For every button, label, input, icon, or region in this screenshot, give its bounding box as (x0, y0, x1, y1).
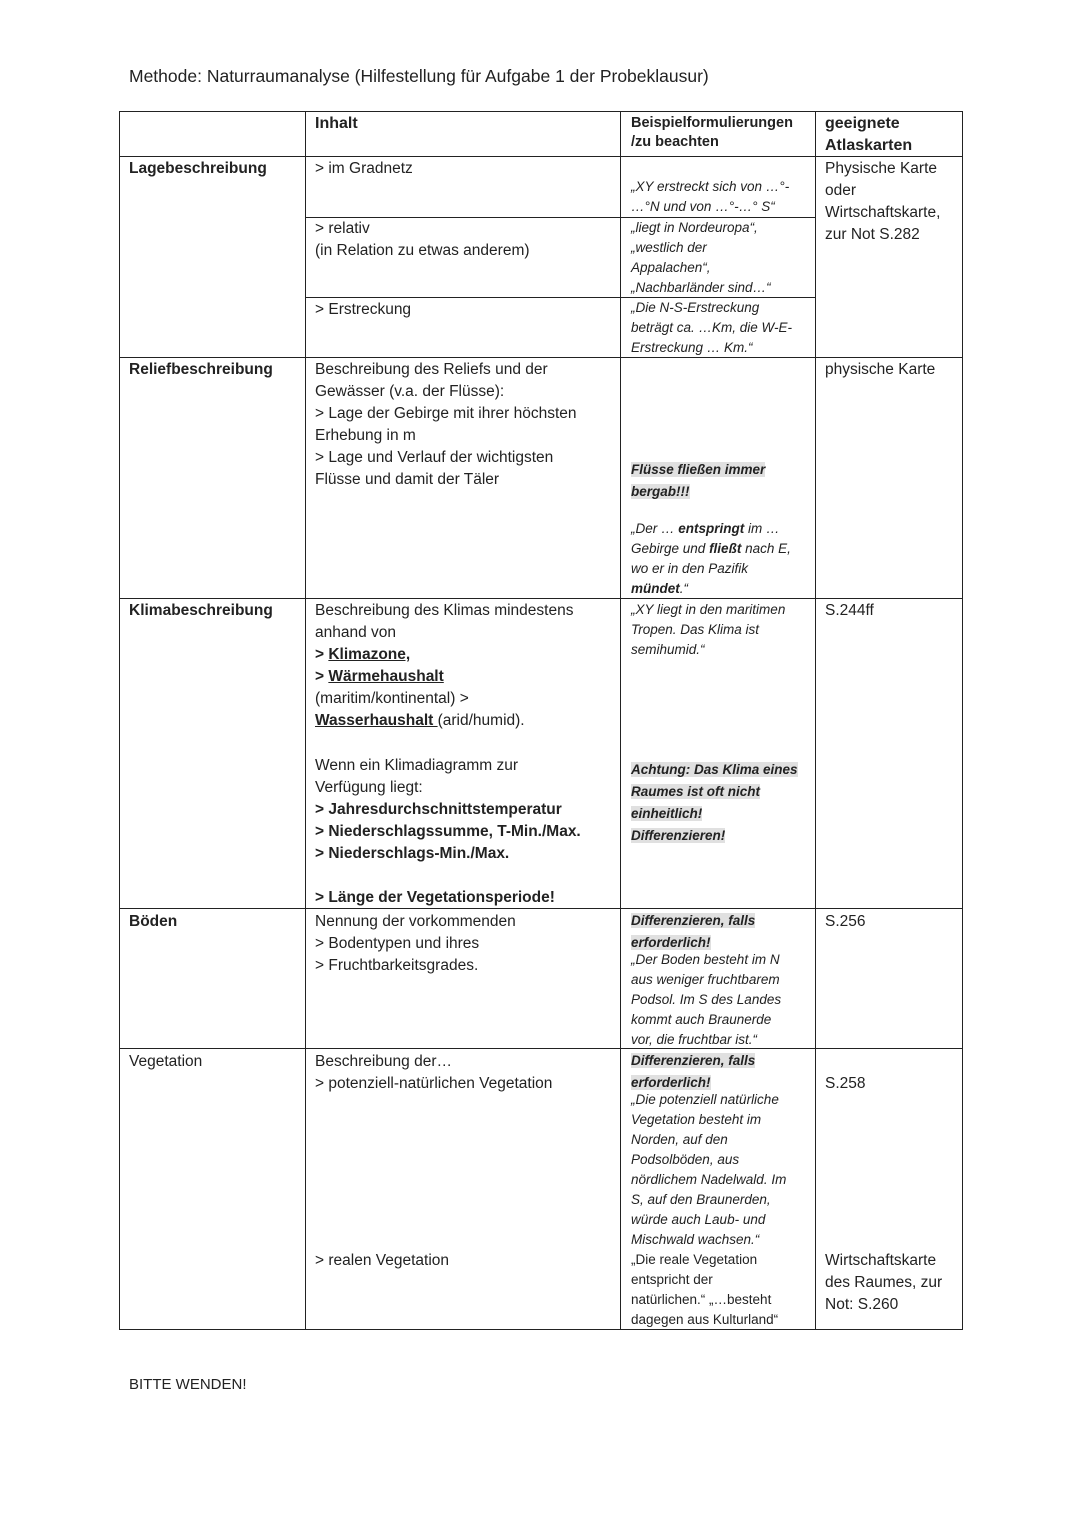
lage-relativ (315, 218, 530, 262)
content-line: > Bodentypen und ihres (315, 935, 480, 952)
header-atlas-line: geeignete (825, 115, 900, 132)
relief-atlas: physische Karte (825, 361, 936, 378)
table-row-divider (119, 1048, 963, 1049)
row-label-boeden: Böden (129, 913, 178, 930)
example-text: .“ (679, 581, 688, 596)
example-line: „XY liegt in den maritimen (631, 602, 786, 617)
content-text: > (315, 668, 329, 685)
atlas-line: Wirtschaftskarte (825, 1252, 937, 1269)
example-line: Tropen. Das Klima ist (631, 622, 760, 637)
keyword-waermehaushalt: Wärmehaushalt (328, 668, 444, 685)
content-line: > relativ (315, 220, 370, 237)
example-emphasis: entspringt (678, 521, 745, 536)
klima-vegetationsperiode: > Länge der Vegetationsperiode! (315, 889, 555, 906)
atlas-line: des Raumes, zur (825, 1274, 943, 1291)
klima-diagramm (315, 755, 581, 865)
header-atlas (825, 113, 912, 157)
example-line: Podsol. Im S des Landes (631, 992, 782, 1007)
content-line: Verfügung liegt: (315, 779, 423, 796)
table-row-divider (119, 357, 963, 358)
highlight-note: erforderlich! (631, 935, 711, 950)
boeden-example (631, 950, 781, 1050)
row-label-relief: Reliefbeschreibung (129, 361, 273, 378)
content-line: Gewässer (v.a. der Flüsse): (315, 383, 505, 400)
example-emphasis: mündet (631, 581, 680, 596)
example-line: „XY erstreckt sich von …°- (631, 179, 790, 194)
example-line: S, auf den Braunerden, (631, 1192, 771, 1207)
lage-erstreckung-example (631, 298, 792, 358)
example-text: Gebirge und (631, 541, 710, 556)
klima-inhalt (315, 600, 573, 732)
atlas-line: Physische Karte (825, 160, 937, 177)
relief-example (631, 519, 791, 599)
example-text: im … (744, 521, 780, 536)
example-line: …°N und von …°-…° S“ (631, 199, 775, 214)
example-line: semihumid.“ (631, 642, 705, 657)
keyword-klimazone: Klimazone, (328, 646, 411, 663)
table-col-divider (815, 111, 816, 1330)
example-line: Mischwald wachsen.“ (631, 1232, 760, 1247)
content-line: (in Relation zu etwas anderem) (315, 242, 530, 259)
vegetation-inhalt (315, 1051, 552, 1095)
highlight-note: Differenzieren! (631, 828, 726, 843)
content-line: Wenn ein Klimadiagramm zur (315, 757, 519, 774)
highlight-note: einheitlich! (631, 806, 703, 821)
example-line: nördlichem Nadelwald. Im (631, 1172, 787, 1187)
atlas-line: Not: S.260 (825, 1296, 899, 1313)
vegetation-example (631, 1090, 786, 1250)
content-text: (arid/humid). (437, 712, 525, 729)
row-label-vegetation: Vegetation (129, 1053, 203, 1070)
example-line: vor, die fruchtbar ist.“ (631, 1032, 758, 1047)
content-line: Beschreibung des Reliefs und der (315, 361, 548, 378)
content-text: > (315, 646, 329, 663)
lage-relativ-example (631, 218, 771, 298)
example-line: „Die N-S-Erstreckung (631, 300, 760, 315)
klima-note (631, 759, 798, 847)
content-line: > Lage der Gebirge mit ihrer höchsten (315, 405, 577, 422)
boeden-note (631, 910, 755, 954)
table-border-right (962, 111, 963, 1330)
content-line: > Niederschlagssumme, T-Min./Max. (315, 823, 581, 840)
header-beispiel-line: /zu beachten (631, 134, 719, 150)
highlight-note: erforderlich! (631, 1075, 711, 1090)
example-line: kommt auch Braunerde (631, 1012, 772, 1027)
example-line: würde auch Laub- und (631, 1212, 766, 1227)
content-line: (maritim/kontinental) > (315, 690, 469, 707)
table-border-left (119, 111, 120, 1330)
highlight-note: Differenzieren, falls (631, 913, 756, 928)
vegetation-real: > realen Vegetation (315, 1252, 450, 1269)
relief-inhalt (315, 359, 577, 491)
boeden-inhalt (315, 911, 516, 977)
header-beispiel (631, 114, 793, 152)
header-atlas-line: Atlaskarten (825, 137, 913, 154)
example-emphasis: fließt (709, 541, 742, 556)
klima-example (631, 600, 785, 660)
content-line: > Fruchtbarkeitsgrades. (315, 957, 479, 974)
keyword-wasserhaushalt: Wasserhaushalt (315, 712, 438, 729)
lage-atlas (825, 158, 940, 246)
example-text: nach E, (741, 541, 791, 556)
atlas-line: zur Not S.282 (825, 226, 920, 243)
example-line: wo er in den Pazifik (631, 561, 749, 576)
example-line: Erstreckung … Km.“ (631, 340, 753, 355)
table-border-bottom (119, 1329, 963, 1330)
lage-erstreckung: > Erstreckung (315, 301, 412, 318)
header-inhalt: Inhalt (315, 115, 358, 132)
page-title: Methode: Naturraumanalyse (Hilfestellung für Aufgabe 1 der Probeklausur) (129, 66, 709, 86)
example-text: „Der … (631, 521, 679, 536)
vegetation-atlas-real (825, 1250, 942, 1316)
page-footer: BITTE WENDEN! (129, 1376, 247, 1393)
atlas-line: Wirtschaftskarte, (825, 204, 941, 221)
vegetation-note (631, 1050, 755, 1094)
example-line: „Nachbarländer sind…“ (631, 280, 771, 295)
content-line: > Jahresdurchschnittstemperatur (315, 801, 562, 818)
table-col-divider (620, 111, 621, 1330)
row-label-lage: Lagebeschreibung (129, 160, 267, 177)
content-line: anhand von (315, 624, 397, 641)
content-line: Beschreibung der… (315, 1053, 452, 1070)
example-line: Vegetation besteht im (631, 1112, 762, 1127)
example-line: aus weniger fruchtbarem (631, 972, 780, 987)
lage-gradnetz: > im Gradnetz (315, 160, 413, 177)
content-line: > Lage und Verlauf der wichtigsten (315, 449, 554, 466)
vegetation-real-example (631, 1250, 778, 1330)
klima-atlas: S.244ff (825, 602, 874, 619)
vegetation-atlas-potenziell: S.258 (825, 1075, 866, 1092)
highlight-note: Raumes ist oft nicht (631, 784, 761, 799)
example-line: natürlichen.“ „…besteht (631, 1292, 772, 1307)
content-line: Erhebung in m (315, 427, 416, 444)
example-line: „Der Boden besteht im N (631, 952, 780, 967)
header-beispiel-line: Beispielformulierungen (631, 115, 793, 131)
example-line: „Die potenziell natürliche (631, 1092, 779, 1107)
example-line: „westlich der (631, 240, 707, 255)
highlight-note: Differenzieren, falls (631, 1053, 756, 1068)
example-line: „liegt in Nordeuropa“, (631, 220, 758, 235)
example-line: Appalachen“, (631, 260, 711, 275)
example-line: Podsolböden, aus (631, 1152, 740, 1167)
content-line: > potenziell-natürlichen Vegetation (315, 1075, 553, 1092)
example-line: beträgt ca. …Km, die W-E- (631, 320, 793, 335)
relief-note (631, 459, 765, 503)
table-border-top (119, 111, 963, 112)
content-line: Flüsse und damit der Täler (315, 471, 500, 488)
example-line: Norden, auf den (631, 1132, 728, 1147)
table-col-divider (305, 111, 306, 1330)
example-line: entspricht der (631, 1272, 713, 1287)
boeden-atlas: S.256 (825, 913, 866, 930)
content-line: Beschreibung des Klimas mindestens (315, 602, 574, 619)
atlas-line: oder (825, 182, 857, 199)
content-line: > Niederschlags-Min./Max. (315, 845, 510, 862)
highlight-note: Flüsse fließen immer (631, 462, 766, 477)
example-line: „Die reale Vegetation (631, 1252, 758, 1267)
row-label-klima: Klimabeschreibung (129, 602, 273, 619)
highlight-note: Achtung: Das Klima eines (631, 762, 798, 777)
lage-gradnetz-example (631, 177, 789, 217)
table-row-divider (119, 598, 963, 599)
example-line: dagegen aus Kulturland“ (631, 1312, 779, 1327)
highlight-note: bergab!!! (631, 484, 690, 499)
content-line: Nennung der vorkommenden (315, 913, 516, 930)
